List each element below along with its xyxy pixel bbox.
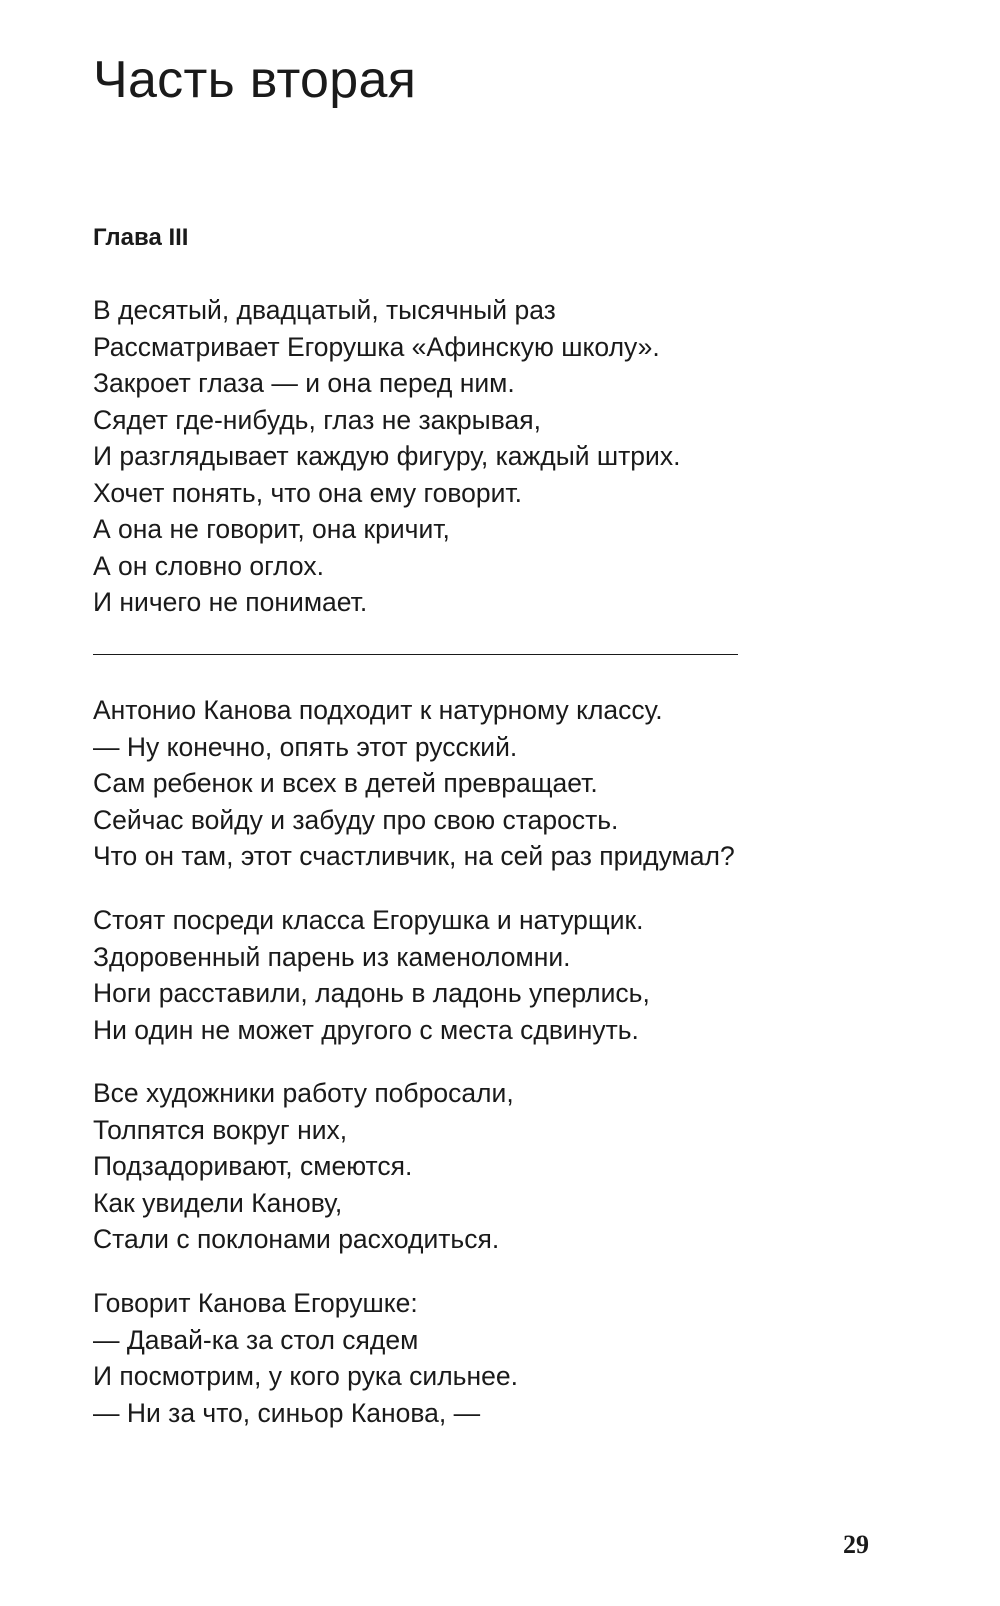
verse-line: Сядет где-нибудь, глаз не закрывая, (93, 404, 541, 435)
verse-line: Что он там, этот счастливчик, на сей раз придумал? (93, 841, 735, 871)
verse-line: Закроет глаза — и она перед ним. (93, 368, 515, 398)
verse-line: И посмотрим, у кого рука сильнее. (93, 1361, 518, 1391)
section-separator (93, 654, 738, 655)
stanza-3 (93, 902, 650, 1048)
verse-line: Все художники работу побросали, (93, 1078, 514, 1108)
verse-line: Антонио Канова подходит к натурному классу. (93, 695, 663, 725)
verse-line: Ни один не может другого с места сдвинуть. (93, 1014, 639, 1045)
verse-line: Рассматривает Егорушка «Афинскую школу». (93, 331, 660, 362)
verse-line: И ничего не понимает. (93, 587, 368, 617)
verse-line: Говорит Канова Егорушке: (93, 1288, 418, 1318)
verse-line: Как увидели Канову, (93, 1187, 343, 1218)
verse-line: Подзадоривают, смеются. (93, 1151, 413, 1181)
verse-line: И разглядывает каждую фигуру, каждый штрих. (93, 441, 681, 471)
stanza-5 (93, 1285, 518, 1431)
verse-line: Ноги расставили, ладонь в ладонь уперлись, (93, 978, 650, 1008)
stanza-1 (93, 292, 680, 621)
verse-line: Толпятся вокруг них, (93, 1114, 348, 1145)
chapter-title: Глава III (93, 224, 189, 251)
verse-line: Сейчас войду и забуду про свою старость. (93, 804, 619, 835)
part-title: Часть вторая (93, 51, 417, 109)
verse-line: — Ни за что, синьор Канова, — (93, 1397, 481, 1428)
stanza-4 (93, 1075, 514, 1258)
verse-line: — Ну конечно, опять этот русский. (93, 731, 518, 762)
verse-line: А он словно оглох. (93, 550, 324, 581)
verse-line: А она не говорит, она кричит, (93, 514, 450, 544)
verse-line: Стали с поклонами расходиться. (93, 1224, 500, 1254)
verse-line: Сам ребенок и всех в детей превращает. (93, 768, 598, 798)
verse-line: В десятый, двадцатый, тысячный раз (93, 295, 556, 325)
stanza-2 (93, 692, 735, 875)
verse-line: Стоят посреди класса Егорушка и натурщик. (93, 905, 644, 935)
verse-line: Здоровенный парень из каменоломни. (93, 941, 571, 972)
verse-line: Хочет понять, что она ему говорит. (93, 477, 522, 508)
page-number: 29 (843, 1530, 869, 1559)
verse-line: — Давай-ка за стол сядем (93, 1324, 419, 1355)
